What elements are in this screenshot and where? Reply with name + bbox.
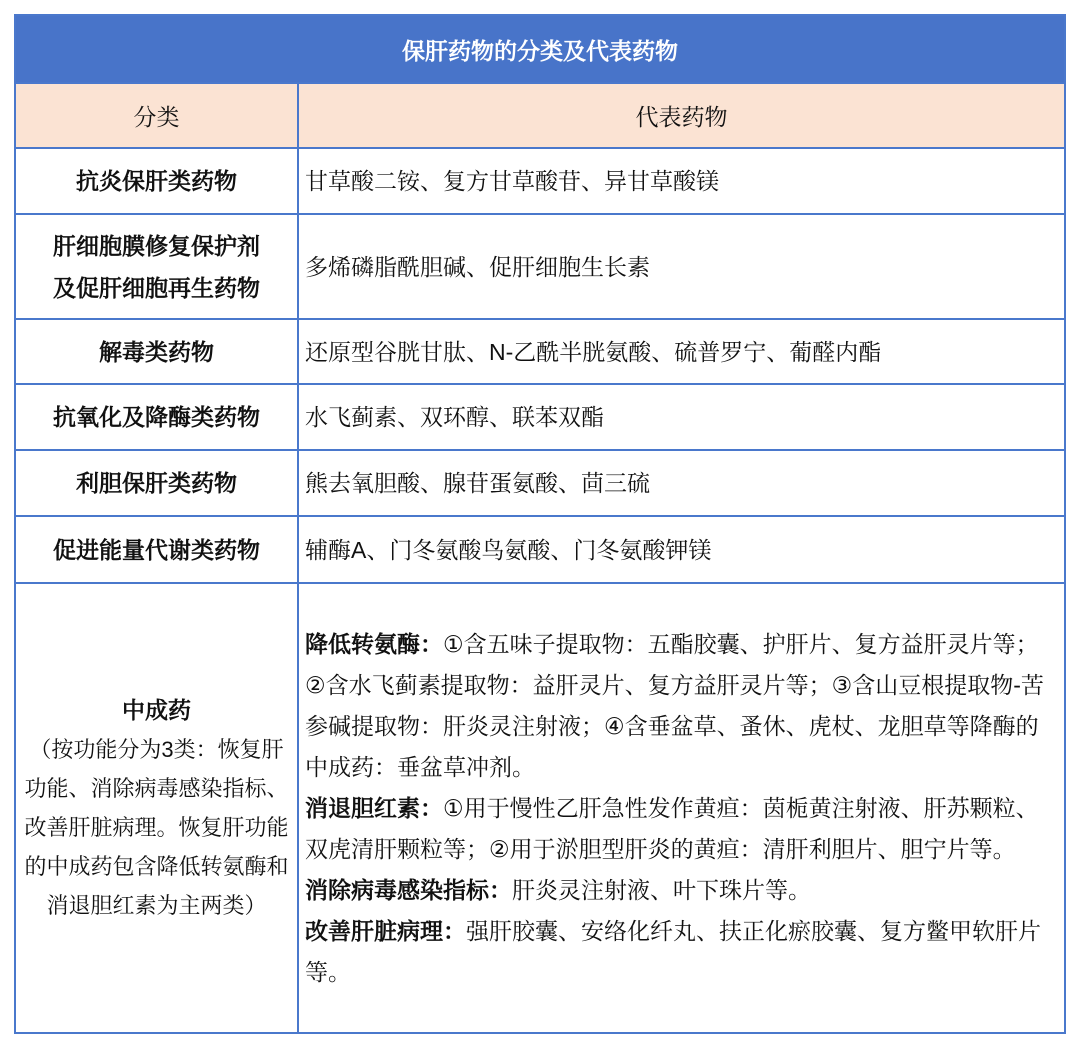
drug-classification-table [14, 14, 1066, 1034]
drugs-cell [298, 583, 1065, 1033]
tcm-item-text: 强肝胶囊、安络化纤丸、扶正化瘀胶囊、复方鳖甲软肝片等。 [305, 917, 1041, 985]
drugs-cell: 还原型谷胱甘肽、N-乙酰半胱氨酸、硫普罗宁、葡醛内酯 [298, 319, 1065, 384]
header-category: 分类 [15, 83, 298, 148]
table-title: 保肝药物的分类及代表药物 [15, 15, 1065, 83]
tcm-item [305, 911, 1056, 993]
tcm-item-label: 改善肝脏病理： [305, 917, 466, 944]
drugs-cell: 熊去氧胆酸、腺苷蛋氨酸、茴三硫 [298, 450, 1065, 516]
category-line: 肝细胞膜修复保护剂 [53, 232, 260, 259]
category-cell: 抗氧化及降酶类药物 [15, 384, 298, 450]
table-row [15, 214, 1065, 319]
tcm-item-text: 肝炎灵注射液、叶下珠片等。 [512, 876, 811, 903]
drugs-cell: 多烯磷脂酰胆碱、促肝细胞生长素 [298, 214, 1065, 319]
table-row [15, 384, 1065, 450]
category-cell: 解毒类药物 [15, 319, 298, 384]
tcm-item [305, 624, 1056, 788]
drugs-cell: 甘草酸二铵、复方甘草酸苷、异甘草酸镁 [298, 148, 1065, 214]
tcm-item [305, 788, 1056, 870]
tcm-item-label: 消除病毒感染指标： [305, 876, 512, 903]
category-cell [15, 583, 298, 1033]
table-row [15, 450, 1065, 516]
table-row [15, 516, 1065, 583]
category-cell: 抗炎保肝类药物 [15, 148, 298, 214]
tcm-item-label: 消退胆红素： [305, 794, 443, 821]
tcm-item [305, 870, 1056, 911]
drugs-cell: 辅酶A、门冬氨酸鸟氨酸、门冬氨酸钾镁 [298, 516, 1065, 583]
tcm-item-text: ①用于慢性乙肝急性发作黄疸：茵栀黄注射液、肝苏颗粒、双虎清肝颗粒等；②用于淤胆型肝炎的黄疸：清肝利胆片、胆宁片等。 [305, 794, 1039, 862]
tcm-category: 中成药 [122, 697, 191, 723]
category-line: 及促肝细胞再生药物 [53, 274, 260, 301]
drugs-cell: 水飞蓟素、双环醇、联苯双酯 [298, 384, 1065, 450]
table-row [15, 319, 1065, 384]
header-drugs: 代表药物 [298, 83, 1065, 148]
category-cell: 促进能量代谢类药物 [15, 516, 298, 583]
tcm-item-label: 降低转氨酶： [305, 630, 443, 657]
table-row-tcm [15, 583, 1065, 1033]
category-cell: 利胆保肝类药物 [15, 450, 298, 516]
tcm-item-text: ①含五味子提取物：五酯胶囊、护肝片、复方益肝灵片等；②含水飞蓟素提取物：益肝灵片、复方益肝灵片等；③含山豆根提取物-苦参碱提取物：肝炎灵注射液；④含垂盆草、蚤休、虎杖、龙胆草等降酶的中成药：垂盆草冲剂。 [305, 630, 1044, 780]
table-row [15, 148, 1065, 214]
tcm-note: （按功能分为3类：恢复肝功能、消除病毒感染指标、改善肝脏病理。恢复肝功能的中成药包含降低转氨酶和消退胆红素为主两类） [24, 737, 289, 918]
category-cell [15, 214, 298, 319]
